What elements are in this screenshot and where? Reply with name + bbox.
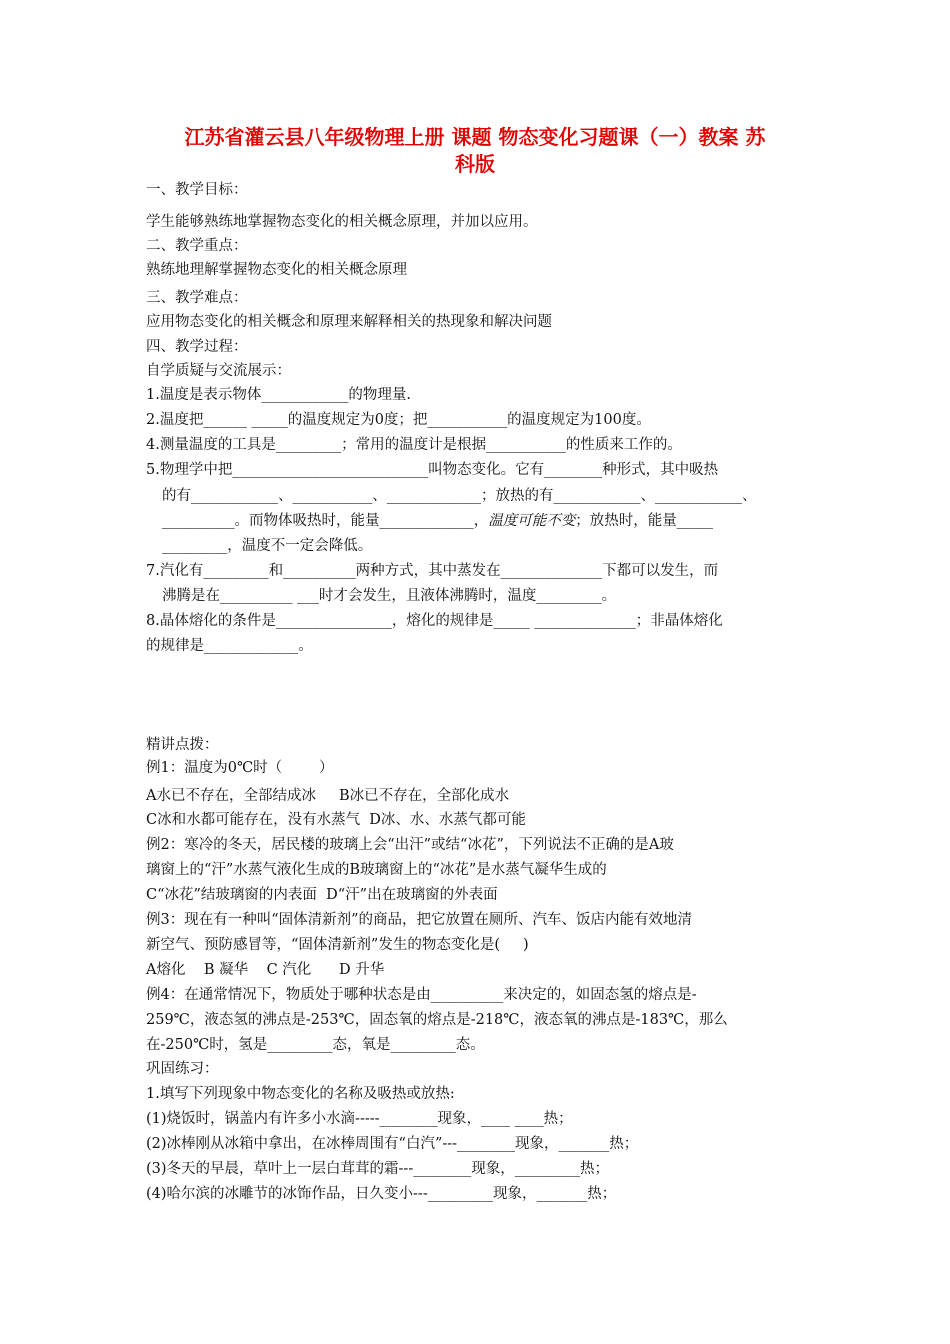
question-7-line-1: 7.汽化有_________和__________两种方式，其中蒸发在______________下都可以发生，而	[146, 563, 719, 579]
key-text: 熟练地理解掌握物态变化的相关概念原理	[146, 262, 407, 278]
example-2-line-3: C“冰花”结玻璃窗的内表面 D“汗”出在玻璃窗的外表面	[146, 887, 498, 903]
practice-1: 1.填写下列现象中物态变化的名称及吸热或放热:	[146, 1086, 455, 1102]
question-5-line-2: 的有____________、___________、_____________；放热的有____________、____________、	[162, 488, 757, 504]
lecture-heading: 精讲点拨：	[146, 737, 219, 753]
difficulty-text: 应用物态变化的相关概念和原理来解释相关的热现象和解决问题	[146, 314, 552, 330]
practice-1-item-3: (3)冬天的早晨，草叶上一层白茸茸的霜---________现象，_________热；	[146, 1161, 609, 1177]
question-7-line-2: 沸腾是在__________ ___时才会发生，且液体沸腾时，温度_________。	[162, 588, 617, 604]
question-1: 1.温度是表示物体____________的物理量.	[146, 387, 411, 403]
question-5-line-4: _________，温度不一定会降低。	[162, 538, 373, 554]
title-line-1: 江苏省灌云县八年级物理上册 课题 物态变化习题课（一）教案 苏	[184, 125, 766, 149]
process-heading: 四、教学过程：	[146, 339, 248, 355]
q5-line-3-b: ；放热时，能量_____	[575, 513, 713, 529]
q5-line-3-italic: 温度可能不变	[488, 513, 576, 529]
example-1-options-cd: C冰和水都可能存在，没有水蒸气 D冰、水、水蒸气都可能	[146, 812, 526, 828]
document-title	[120, 124, 830, 178]
question-2: 2.温度把______ _____的温度规定为0度；把___________的温度规定为100度。	[146, 412, 651, 428]
key-heading: 二、教学重点：	[146, 238, 248, 254]
example-4-line-2: 259℃，液态氢的沸点是-253℃，固态氧的熔点是-218℃，液态氧的沸点是-183℃，那么	[146, 1012, 728, 1028]
example-4-line-3: 在-250℃时，氢是_________态，氧是_________态。	[146, 1037, 485, 1053]
practice-1-item-4: (4)哈尔滨的冰雕节的冰饰作品，日久变小---_________现象，_______热；	[146, 1186, 617, 1202]
practice-heading: 巩固练习：	[146, 1061, 219, 1077]
example-4-line-1: 例4：在通常情况下，物质处于哪种状态是由__________来决定的，如固态氢的熔点是-	[146, 987, 697, 1003]
q5-line-3-a: __________。而物体吸热时，能量_____________，	[162, 513, 489, 529]
example-1: 例1：温度为0℃时（ ）	[146, 760, 334, 776]
goal-text: 学生能够熟练地掌握物态变化的相关概念原理，并加以应用。	[146, 214, 538, 230]
title-line-2: 科版	[455, 152, 495, 176]
example-2-line-2: 璃窗上的“汗”水蒸气液化生成的B玻璃窗上的“冰花”是水蒸气凝华生成的	[146, 862, 607, 878]
practice-1-item-1: (1)烧饭时，锅盖内有许多小水滴-----________现象，____ ____热；	[146, 1111, 573, 1127]
goal-heading: 一、教学目标：	[146, 182, 248, 198]
question-5-line-1: 5.物理学中把___________________________叫物态变化。它有________种形式，其中吸热	[146, 462, 719, 478]
example-3-line-2: 新空气、预防感冒等，“固体清新剂”发生的物态变化是( )	[146, 937, 529, 953]
question-8-line-2: 的规律是_____________。	[146, 638, 313, 654]
question-5-line-3	[162, 511, 713, 531]
example-3-line-1: 例3：现在有一种叫“固体清新剂”的商品，把它放置在厕所、汽车、饭店内能有效地清	[146, 912, 693, 928]
example-1-options-ab: A水已不存在，全部结成冰 B冰已不存在，全部化成水	[146, 788, 510, 804]
question-4: 4.测量温度的工具是_________；常用的温度计是根据___________的性质来工作的。	[146, 437, 682, 453]
example-3-options: A熔化 B 凝华 C 汽化 D 升华	[146, 962, 385, 978]
question-8-line-1: 8.晶体熔化的条件是________________，熔化的规律是_____ ______________；非晶体熔化	[146, 613, 723, 629]
self-study-heading: 自学质疑与交流展示：	[146, 363, 291, 379]
difficulty-heading: 三、教学难点：	[146, 290, 248, 306]
example-2-line-1: 例2：寒冷的冬天，居民楼的玻璃上会“出汗”或结“冰花”，下列说法不正确的是A玻	[146, 837, 674, 853]
practice-1-item-2: (2)冰棒刚从冰箱中拿出，在冰棒周围有“白汽”---________现象，_______热；	[146, 1136, 639, 1152]
